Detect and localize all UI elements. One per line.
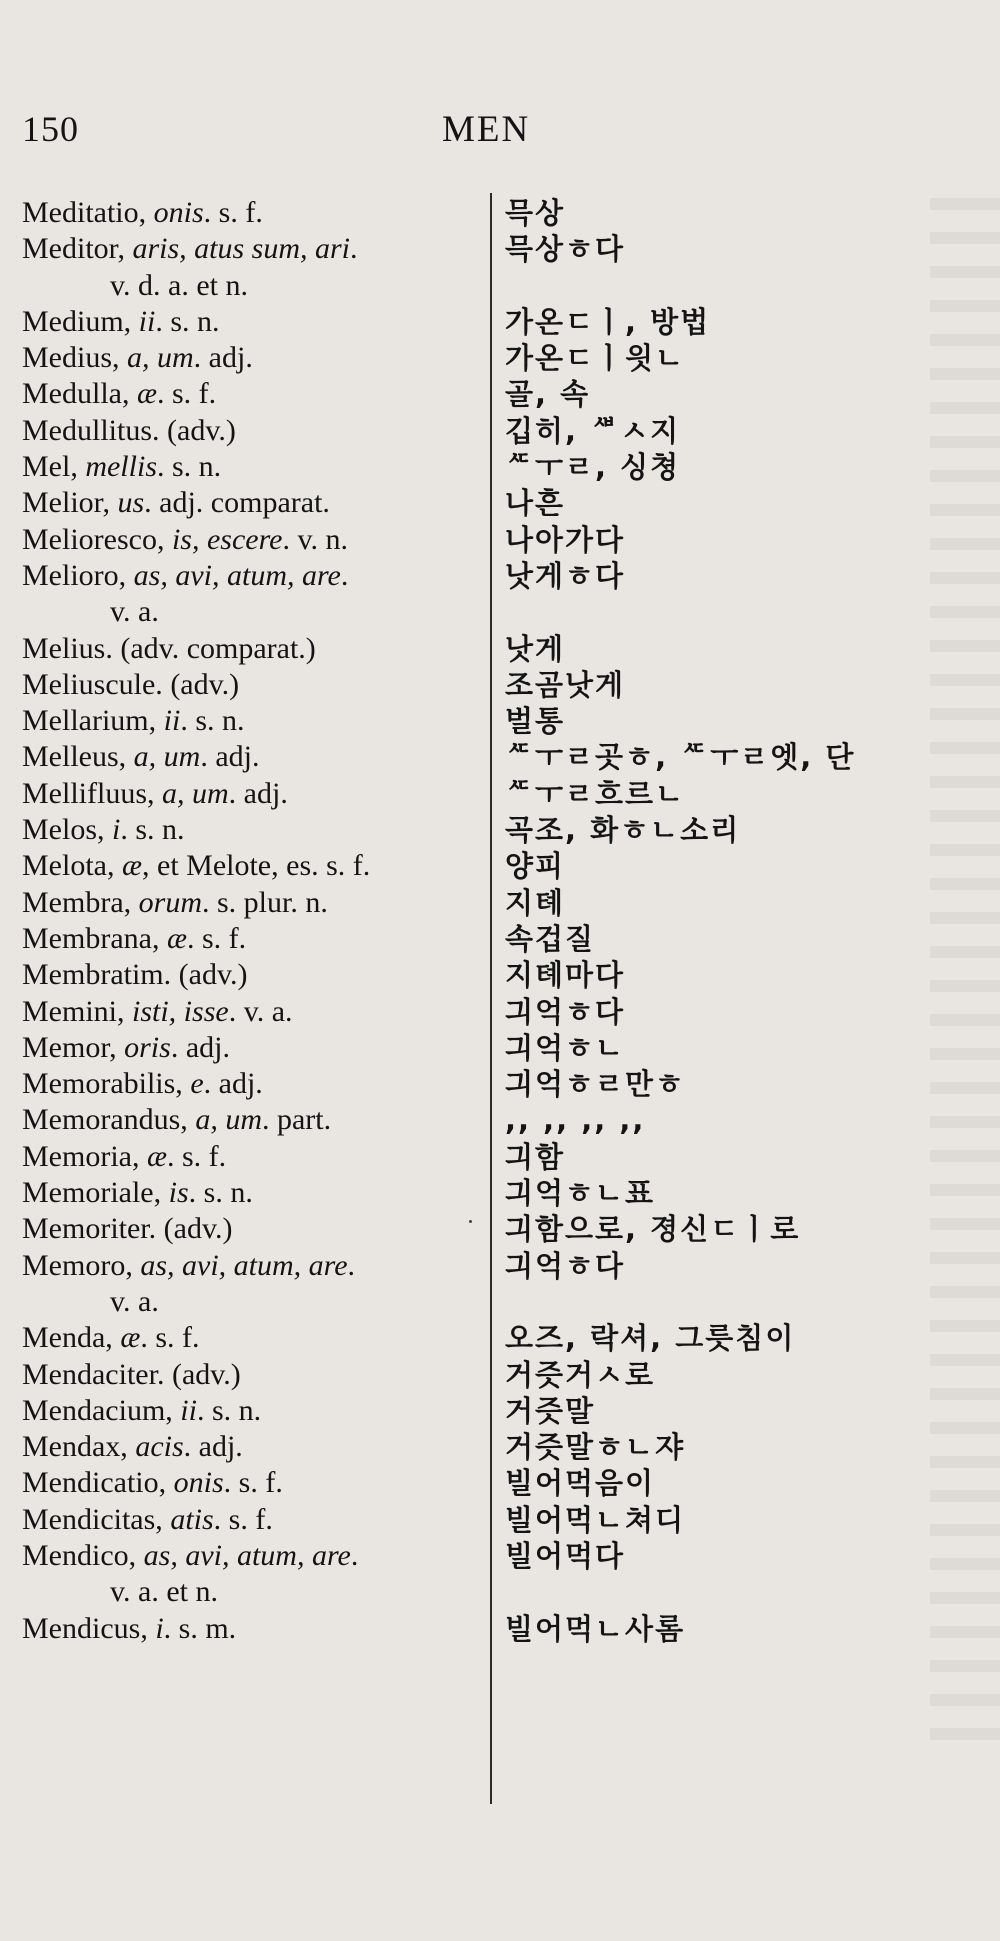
grammar-label: v. a. et n. [110, 1575, 219, 1609]
inflection: æ [166, 921, 187, 955]
dictionary-entry [0, 1393, 1000, 1429]
running-head: MEN [442, 109, 531, 150]
dictionary-entry [0, 1139, 1000, 1175]
dictionary-entry [0, 195, 1000, 231]
grammar-label: v. a. [110, 595, 159, 629]
korean-gloss: 긔억ㅎ다 [505, 1248, 626, 1283]
inflection: æ [146, 1139, 167, 1173]
grammar-label: (adv. comparat.) [120, 631, 316, 665]
headword: Mendicus, [22, 1611, 148, 1645]
dictionary-entry [0, 340, 1000, 376]
grammar-label: . s. f. [203, 196, 263, 229]
headword: Memoro, [22, 1248, 133, 1282]
korean-gloss: 빌어먹ㄴ사롬 [505, 1611, 686, 1646]
grammar-label: . [350, 1538, 359, 1572]
inflection: orum [138, 885, 202, 919]
latin-headword [110, 1284, 159, 1320]
korean-gloss: 믁상 [505, 196, 566, 230]
grammar-label: . s. f. [157, 377, 217, 411]
grammar-label: (adv.) [171, 1357, 241, 1391]
grammar-label: . part. [261, 1103, 332, 1137]
grammar-label: . s. n. [120, 813, 185, 847]
korean-gloss: 빌어먹음이 [505, 1466, 656, 1501]
grammar-label: . s. plur. n. [201, 885, 328, 919]
latin-headword [22, 558, 348, 594]
latin-headword [22, 921, 246, 957]
grammar-label: . s. f. [223, 1466, 283, 1500]
headword: Menda, [22, 1321, 113, 1355]
grammar-label: . s. n. [157, 450, 222, 484]
korean-gloss: 곡조, 화ㅎㄴ소리 [505, 813, 741, 848]
korean-gloss: 나아가다 [505, 522, 626, 557]
headword: Melioro, [22, 558, 127, 592]
dictionary-entry [0, 1538, 1000, 1574]
headword: Mel, [22, 450, 78, 484]
dictionary-entry [0, 522, 1000, 558]
korean-gloss: 오즈, 락셔, 그릇침이 [505, 1321, 796, 1356]
latin-headword [22, 776, 288, 812]
inflection: acis [135, 1430, 184, 1464]
dictionary-entry [0, 885, 1000, 921]
inflection: isti, isse [132, 994, 229, 1028]
korean-gloss: 나흔 [505, 486, 566, 521]
korean-gloss: 긔억ㅎㄴ표 [505, 1176, 656, 1211]
latin-headword [22, 449, 221, 485]
grammar-label: v. d. a. et n. [110, 268, 249, 302]
latin-headword [22, 485, 330, 521]
inflection: a, um [133, 740, 201, 774]
grammar-label: . adj. [193, 341, 253, 375]
korean-gloss: 조곰낫게 [505, 667, 626, 702]
dictionary-entry [0, 1465, 1000, 1501]
dictionary-entry [0, 1574, 1000, 1610]
headword: Mendax, [22, 1430, 128, 1464]
latin-headword [22, 413, 236, 449]
headword: Medulla, [22, 377, 130, 411]
headword: Medullitus. [22, 413, 160, 447]
dictionary-entry [0, 449, 1000, 485]
headword: Medius, [22, 341, 120, 375]
inflection: onis [173, 1466, 224, 1500]
latin-headword [22, 522, 348, 558]
dictionary-entries [0, 195, 1000, 1647]
headword: Memini, [22, 994, 125, 1028]
latin-headword [22, 1066, 263, 1102]
grammar-label: . [340, 558, 349, 592]
korean-gloss: 긔억ㅎㄹ만ㅎ [505, 1067, 686, 1102]
korean-gloss: 거즛말 [505, 1393, 596, 1428]
grammar-label: . s. n. [180, 704, 245, 738]
dictionary-entry [0, 994, 1000, 1030]
grammar-label: . v. a. [228, 994, 293, 1028]
grammar-label: . v. n. [282, 522, 349, 556]
korean-gloss: 속겁질 [505, 921, 596, 956]
dictionary-entry [0, 1429, 1000, 1465]
dictionary-entry [0, 1248, 1000, 1284]
headword: Melius. [22, 631, 113, 665]
korean-gloss: 가온ㄷㅣ, 방법 [505, 304, 711, 339]
grammar-label: (adv.) [178, 958, 248, 992]
dictionary-entry [0, 1611, 1000, 1647]
dictionary-entry [0, 231, 1000, 267]
headword: Memor, [22, 1030, 117, 1064]
headword: Melos, [22, 813, 105, 847]
latin-headword [22, 994, 293, 1030]
korean-gloss: 양피 [505, 849, 566, 884]
korean-gloss: 지톄 [505, 885, 566, 920]
dictionary-entry [0, 739, 1000, 775]
korean-gloss: 믁상ㅎ다 [505, 232, 626, 267]
inflection: a, um [162, 776, 229, 810]
latin-headword [22, 703, 245, 739]
latin-headword [22, 1465, 283, 1501]
headword: Membra, [22, 885, 132, 919]
grammar-label: . s. f. [186, 921, 247, 955]
dictionary-entry [0, 957, 1000, 993]
inflection: i [112, 813, 121, 847]
headword: Mendicatio, [22, 1466, 167, 1500]
korean-gloss: 거즛말ㅎㄴ쟈 [505, 1430, 686, 1465]
inflection: as, avi, atum, are [140, 1248, 348, 1282]
headword: Mellarium, [22, 704, 157, 738]
inflection: ii [138, 304, 156, 338]
inflection: æ [136, 377, 157, 411]
grammar-label: . adj. [183, 1430, 243, 1464]
latin-headword [22, 885, 328, 921]
headword: Medium, [22, 304, 132, 338]
grammar-label: . adj. [228, 776, 288, 810]
korean-gloss: 거즛거ㅅ로 [505, 1357, 656, 1392]
dictionary-entry [0, 1320, 1000, 1356]
latin-headword [22, 231, 358, 267]
latin-headword [22, 1320, 200, 1356]
headword: Melioresco, [22, 522, 165, 556]
korean-gloss: ᄯㅜㄹ곳ㅎ, ᄯㅜㄹ엣, 단 [505, 740, 856, 775]
dictionary-entry [0, 1066, 1000, 1102]
latin-headword [22, 195, 263, 231]
latin-headword [22, 1357, 241, 1393]
grammar-label: . adj. [170, 1030, 230, 1064]
inflection: is, escere [171, 522, 283, 556]
korean-gloss: 긔함으로, 졍신ㄷㅣ로 [505, 1212, 801, 1247]
latin-headword [110, 268, 248, 304]
page-number: 150 [22, 109, 79, 149]
dictionary-entry [0, 558, 1000, 594]
headword: Memoriale, [22, 1176, 162, 1210]
latin-headword [110, 594, 159, 630]
dictionary-entry [0, 848, 1000, 884]
grammar-label: . s. f. [140, 1321, 200, 1355]
grammar-label: . s. n. [155, 304, 220, 338]
grammar-label: . s. n. [188, 1176, 253, 1210]
headword: Melior, [22, 486, 110, 520]
headword: Meditatio, [22, 196, 147, 229]
headword: Melota, [22, 849, 115, 883]
inflection: aris, atus sum, ari [132, 232, 350, 266]
latin-headword [22, 848, 370, 884]
latin-headword [22, 631, 316, 667]
korean-gloss: 가온ㄷㅣ읫ㄴ [505, 341, 686, 376]
inflection: a, um [127, 341, 194, 375]
latin-headword [22, 812, 185, 848]
korean-gloss: ᄯㅜㄹ, 싱쳥 [505, 450, 681, 485]
headword: Mendaciter. [22, 1357, 165, 1391]
inflection: i [155, 1611, 164, 1645]
grammar-label: . s. f. [213, 1502, 273, 1536]
headword: Mendico, [22, 1538, 137, 1572]
latin-headword [22, 304, 220, 340]
inflection: ii [163, 704, 181, 738]
dictionary-entry [0, 268, 1000, 304]
dictionary-entry [0, 1030, 1000, 1066]
korean-gloss: ,, ,, ,, ,, [505, 1103, 646, 1138]
korean-gloss: 낫게 [505, 631, 566, 666]
dictionary-entry [0, 703, 1000, 739]
korean-gloss: 낫게ㅎ다 [505, 558, 626, 593]
korean-gloss: 빌어먹ㄴ쳐디 [505, 1502, 686, 1537]
korean-gloss: 빌어먹다 [505, 1538, 626, 1573]
inflection: a, um [195, 1103, 262, 1137]
latin-headword [22, 1248, 355, 1284]
inflection: æ [120, 1321, 141, 1355]
korean-gloss: 벌통 [505, 704, 566, 739]
latin-headword [22, 1429, 243, 1465]
grammar-label: . s. n. [196, 1393, 262, 1427]
headword: Meditor, [22, 232, 125, 266]
inflection: is [168, 1176, 189, 1210]
inflection: onis [153, 196, 204, 229]
inflection: e [190, 1067, 204, 1101]
korean-gloss: 긔함 [505, 1139, 566, 1174]
grammar-label: . s. f. [166, 1139, 227, 1173]
grammar-label: . s. m. [163, 1611, 237, 1645]
grammar-label: (adv.) [167, 413, 236, 447]
latin-headword [22, 739, 259, 775]
grammar-label: . [350, 232, 358, 266]
latin-headword [22, 1175, 253, 1211]
dictionary-entry [0, 667, 1000, 703]
page-header [22, 108, 978, 156]
grammar-label: . adj. [203, 1067, 263, 1101]
headword: Memoriter. [22, 1212, 157, 1246]
latin-headword [22, 1139, 226, 1175]
latin-headword [22, 340, 253, 376]
grammar-label: . adj. comparat. [144, 486, 330, 520]
dictionary-entry [0, 1284, 1000, 1320]
dictionary-entry [0, 1502, 1000, 1538]
headword: Membrana, [22, 921, 160, 955]
latin-headword [22, 1611, 236, 1647]
headword: Melleus, [22, 740, 127, 774]
dictionary-entry [0, 1102, 1000, 1138]
korean-gloss: 깁히, ᄲㅅ지 [505, 413, 681, 448]
latin-headword [22, 1102, 331, 1138]
grammar-label: v. a. [110, 1284, 159, 1318]
headword: Mellifluus, [22, 776, 155, 810]
headword: Membratim. [22, 958, 172, 992]
headword: Memorabilis, [22, 1067, 183, 1101]
dictionary-entry [0, 812, 1000, 848]
latin-headword [22, 1538, 358, 1574]
latin-headword [22, 1393, 261, 1429]
latin-headword [22, 1211, 233, 1247]
grammar-label: , et Melote, es. s. f. [142, 849, 371, 883]
grammar-label: . [347, 1248, 356, 1282]
latin-headword [22, 1502, 273, 1538]
korean-gloss: 골, 속 [505, 377, 591, 412]
dictionary-entry [0, 776, 1000, 812]
dictionary-entry [0, 921, 1000, 957]
dictionary-entry [0, 631, 1000, 667]
latin-headword [22, 1030, 230, 1066]
grammar-label: (adv.) [170, 667, 240, 701]
inflection: atis [170, 1502, 214, 1536]
grammar-label: (adv.) [163, 1212, 233, 1246]
headword: Mendacium, [22, 1393, 173, 1427]
korean-gloss: 지톄마다 [505, 958, 626, 993]
korean-gloss: 긔억ㅎㄴ [505, 1030, 626, 1065]
inflection: us [117, 486, 145, 520]
latin-headword [22, 376, 216, 412]
dictionary-entry [0, 413, 1000, 449]
korean-gloss: 긔억ㅎ다 [505, 994, 626, 1029]
dictionary-entry [0, 304, 1000, 340]
grammar-label: . adj. [200, 740, 260, 774]
inflection: æ [121, 849, 142, 883]
inflection: oris [124, 1030, 171, 1064]
headword: Memoria, [22, 1139, 140, 1173]
inflection: mellis [85, 450, 157, 484]
headword: Memorandus, [22, 1103, 188, 1137]
dictionary-entry [0, 485, 1000, 521]
inflection: ii [180, 1393, 197, 1427]
dictionary-entry [0, 1211, 1000, 1247]
dictionary-entry [0, 1175, 1000, 1211]
inflection: as, avi, atum, are [133, 558, 341, 592]
inflection: as, avi, atum, are [143, 1538, 351, 1572]
korean-gloss: ᄯㅜㄹ흐르ㄴ [505, 776, 686, 811]
headword: Mendicitas, [22, 1502, 163, 1536]
latin-headword [22, 957, 248, 993]
dictionary-entry [0, 594, 1000, 630]
headword: Meliuscule. [22, 667, 163, 701]
latin-headword [22, 667, 239, 703]
latin-headword [110, 1574, 218, 1610]
dictionary-entry [0, 376, 1000, 412]
dictionary-entry [0, 1357, 1000, 1393]
